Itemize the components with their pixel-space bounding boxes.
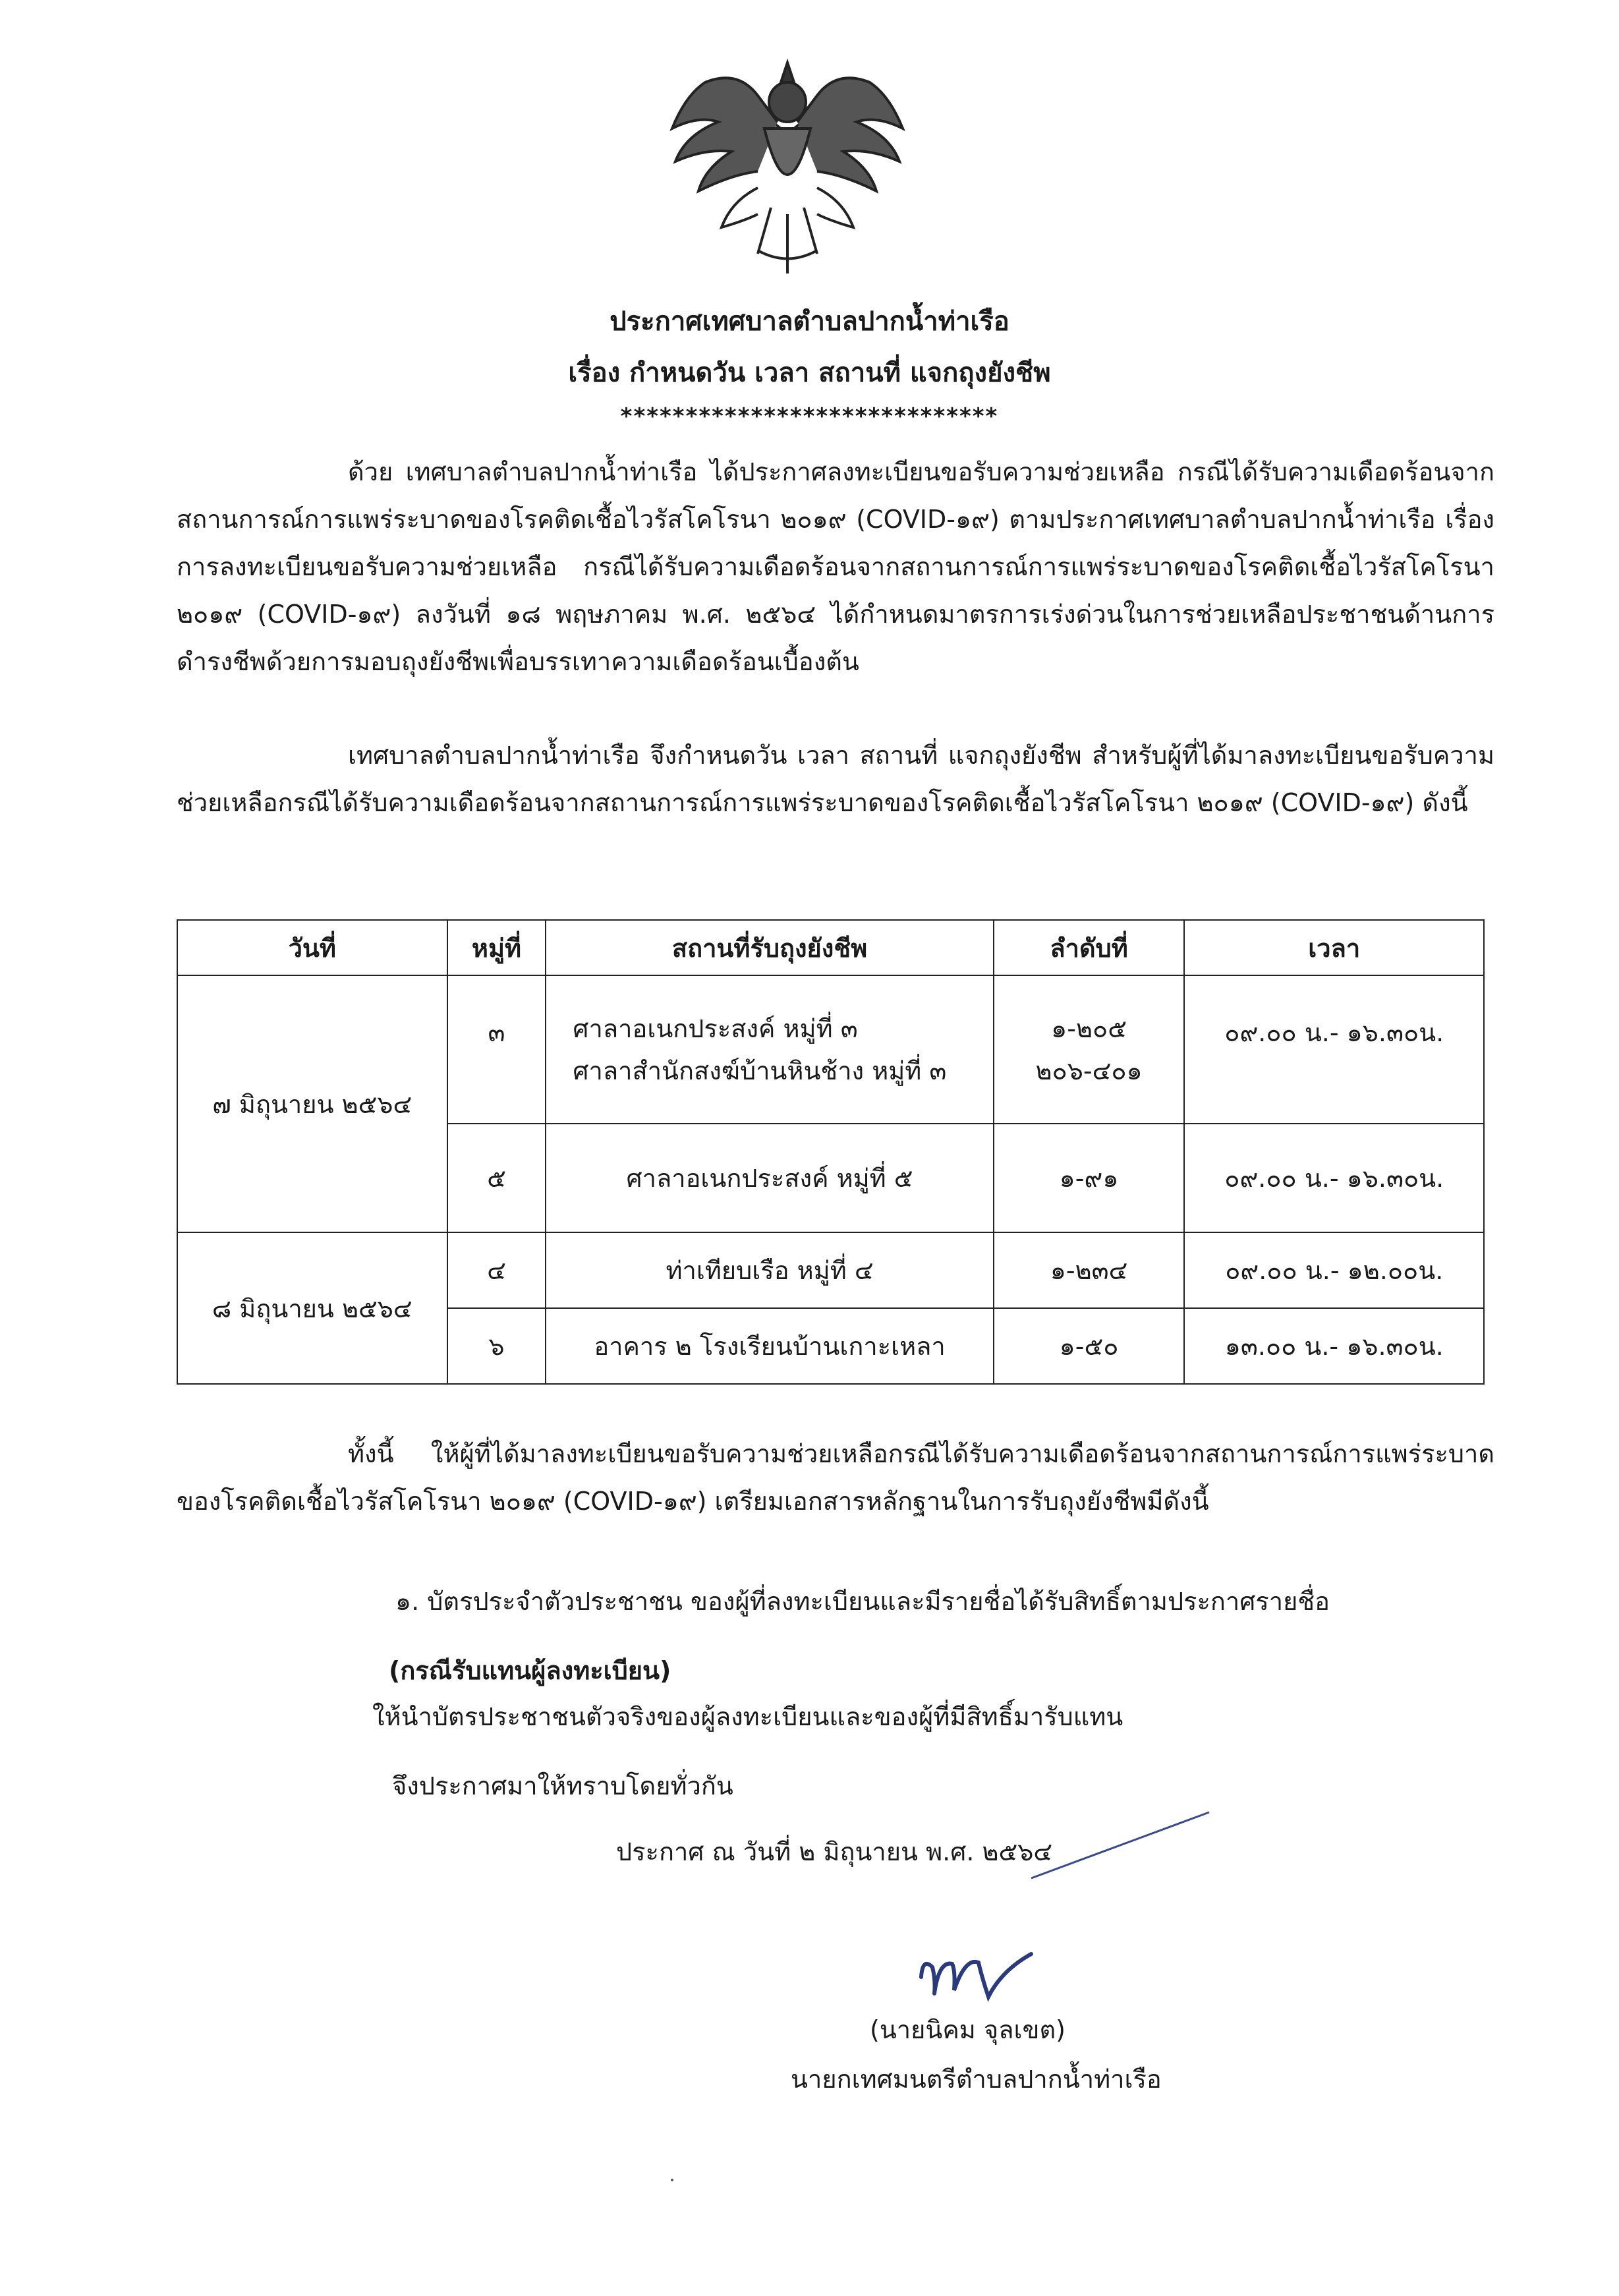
intro-paragraph: ด้วย เทศบาลตำบลปากน้ำท่าเรือ ได้ประกาศลงทะเบียนขอรับความช่วยเหลือ กรณีได้รับความเดือดร้อนจากสถานการณ์การแพร่ระบาดของโรคติดเชื้อไวรัสโคโรนา ๒๐๑๙ (COVID-๑๙) ตามประกาศเทศบาลตำบลปากน้ำท่าเรือ เรื่อง การลงทะเบียนขอรับความช่วยเหลือ กรณีได้รับความเดือดร้อนจากสถานการณ์การแพร่ระบาดของโรคติดเชื้อไวรัสโคโรนา ๒๐๑๙ (COVID-๑๙) ลงวันที่ ๑๘ พฤษภาคม พ.ศ. ๒๕๖๔ ได้กำหนดมาตรการเร่งด่วนในการช่วยเหลือประชาชนด้านการดำรงชีพด้วยการมอบถุงยังชีพเพื่อบรรเทาความเดือดร้อนเบื้องต้น — [177, 457, 1494, 676]
garuda-emblem-icon — [659, 56, 916, 277]
date-cell: ๘ มิถุนายน ๒๕๖๔ — [177, 1232, 447, 1384]
order-cell: ๑-๒๓๔ — [994, 1232, 1185, 1308]
schedule-paragraph: เทศบาลตำบลปากน้ำท่าเรือ จึงกำหนดวัน เวลา สถานที่ แจกถุงยังชีพ สำหรับผู้ที่ได้มาลงทะเบียนขอรับความช่วยเหลือกรณีได้รับความเดือดร้อนจากสถานการณ์การแพร่ระบาดของโรคติดเชื้อไวรัสโคโรนา ๒๐๑๙ (COVID-๑๙) ดังนี้ — [177, 741, 1494, 817]
time-cell: ๐๙.๐๐ น.- ๑๖.๓๐น. — [1184, 975, 1484, 1124]
village-cell: ๖ — [447, 1308, 546, 1384]
proxy-heading: (กรณีรับแทนผู้ลงทะเบียน) — [389, 1656, 671, 1685]
signatory-position: นายกเทศมนตรีตำบลปากน้ำท่าเรือ — [791, 2065, 1162, 2094]
place-cell: ศาลาอเนกประสงค์ หมู่ที่ ๓ ศาลาสำนักสงฆ์บ้านหินช้าง หมู่ที่ ๓ — [546, 975, 993, 1124]
proxy-instructions: ให้นำบัตรประชาชนตัวจริงของผู้ลงทะเบียนและของผู้ที่มีสิทธิ์มารับแทน — [372, 1702, 1123, 1731]
order-cell: ๑-๒๐๕ ๒๐๖-๔๐๑ — [994, 975, 1185, 1124]
time-cell: ๐๙.๐๐ น.- ๑๖.๓๐น. — [1184, 1124, 1484, 1232]
table-row — [177, 975, 1484, 1124]
required-document-item: ๑. บัตรประจำตัวประชาชน ของผู้ที่ลงทะเบียนและมีรายชื่อได้รับสิทธิ์ตามประกาศรายชื่อ — [395, 1587, 1330, 1616]
closing-statement: จึงประกาศมาให้ทราบโดยทั่วกัน — [392, 1771, 733, 1800]
place-cell: ท่าเทียบเรือ หมู่ที่ ๔ — [546, 1232, 993, 1308]
announcement-title: ประกาศเทศบาลตำบลปากน้ำท่าเรือ — [610, 306, 1009, 337]
announcement-date: ประกาศ ณ วันที่ ๒ มิถุนายน พ.ศ. ๒๕๖๔ — [616, 1837, 1053, 1866]
announcement-subject: เรื่อง กำหนดวัน เวลา สถานที่ แจกถุงยังชีพ — [568, 358, 1051, 388]
table-header-row — [177, 920, 1484, 975]
date-cell: ๗ มิถุนายน ๒๕๖๔ — [177, 975, 447, 1232]
header-date: วันที่ — [177, 920, 447, 975]
signatory-name: (นายนิคม จุลเขต) — [870, 2015, 1065, 2044]
documents-paragraph: ทั้งนี้ ให้ผู้ที่ได้มาลงทะเบียนขอรับความช่วยเหลือกรณีได้รับความเดือดร้อนจากสถานการณ์การแพร่ระบาดของโรคติดเชื้อไวรัสโคโรนา ๒๐๑๙ (COVID-๑๙) เตรียมเอกสารหลักฐานในการรับถุงยังชีพมีดังนี้ — [177, 1439, 1494, 1516]
handwritten-signature-icon — [916, 1931, 1048, 2017]
signature-slash-icon — [1028, 1809, 1212, 1881]
scan-speck — [671, 2179, 673, 2181]
table-row — [177, 1232, 1484, 1308]
place-cell: อาคาร ๒ โรงเรียนบ้านเกาะเหลา — [546, 1308, 993, 1384]
distribution-schedule-table — [177, 919, 1485, 1385]
order-cell: ๑-๙๑ — [994, 1124, 1185, 1232]
village-cell: ๓ — [447, 975, 546, 1124]
title-divider: ***************************** — [620, 403, 999, 430]
order-cell: ๑-๕๐ — [994, 1308, 1185, 1384]
time-cell: ๐๙.๐๐ น.- ๑๒.๐๐น. — [1184, 1232, 1484, 1308]
place-cell: ศาลาอเนกประสงค์ หมู่ที่ ๕ — [546, 1124, 993, 1232]
village-cell: ๔ — [447, 1232, 546, 1308]
village-cell: ๕ — [447, 1124, 546, 1232]
header-order: ลำดับที่ — [994, 920, 1185, 975]
header-place: สถานที่รับถุงยังชีพ — [546, 920, 993, 975]
header-village: หมู่ที่ — [447, 920, 546, 975]
time-cell: ๑๓.๐๐ น.- ๑๖.๓๐น. — [1184, 1308, 1484, 1384]
header-time: เวลา — [1184, 920, 1484, 975]
